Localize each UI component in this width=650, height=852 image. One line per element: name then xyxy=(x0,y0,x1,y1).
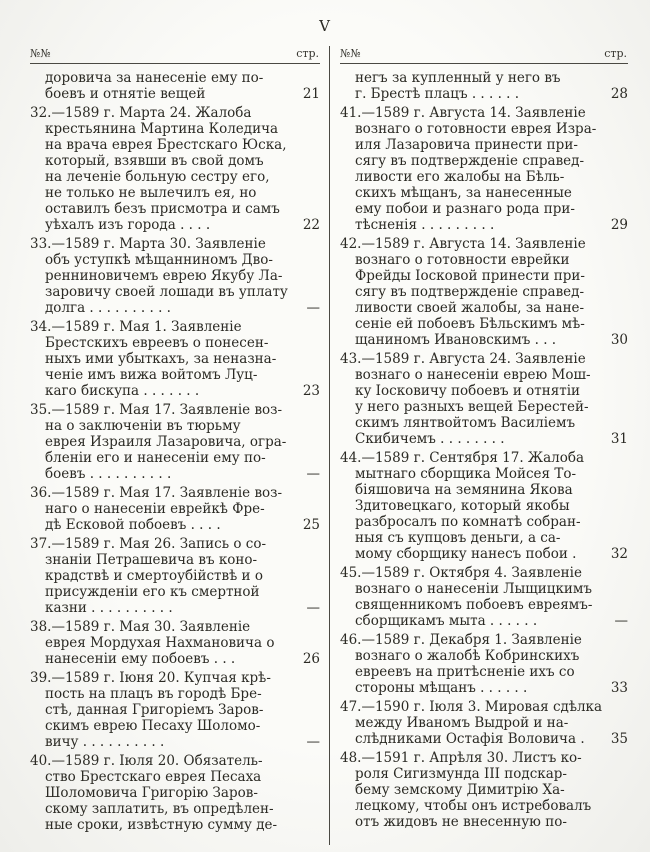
two-column-layout xyxy=(30,46,628,845)
entry-line: 43.—1589 г. Августа 24. Заявленіе xyxy=(340,351,586,367)
entry-line: между Иваномъ Выдрой и на- xyxy=(355,715,569,731)
entry-line: 48.—1591 г. Апрѣля 30. Листъ ко- xyxy=(340,750,582,766)
entry-page-number: — xyxy=(306,734,320,750)
toc-entry xyxy=(340,105,628,233)
entry-line: оставилъ безъ присмотра и самъ xyxy=(45,201,280,217)
entry-page-number: 33 xyxy=(610,680,628,696)
toc-entry xyxy=(30,753,320,833)
entry-line: ливости его жалобы на Бѣль- xyxy=(355,169,565,185)
entry-line: сеніе ей побоевъ Бѣльскимъ мѣ- xyxy=(355,316,585,332)
toc-entry xyxy=(30,105,320,233)
entry-page-number: 25 xyxy=(302,517,320,533)
entries-list-left xyxy=(30,70,320,833)
entry-line: вичу . . . . . . . . . . xyxy=(45,734,165,750)
entry-line: на о заключеніи въ тюрьму xyxy=(45,418,241,434)
entry-line: скимъ лянтвойтомъ Василіемъ xyxy=(355,415,576,431)
entry-line: 37.—1589 г. Мая 26. Запись о со- xyxy=(30,536,267,552)
entry-line: ченіе имъ вижа войтомъ Луц- xyxy=(45,367,258,383)
entry-line: ныхъ ими убыткахъ, за неназна- xyxy=(45,351,277,367)
toc-column-left xyxy=(30,46,329,845)
entry-line: Брестскихъ евреевъ о понесен- xyxy=(45,335,269,351)
entry-line: дѣ Есковой побоевъ . . . . xyxy=(45,517,221,533)
entry-line: боевъ и отнятіе вещей xyxy=(45,86,206,102)
entry-line: 34.—1589 г. Мая 1. Заявленіе xyxy=(30,319,242,335)
entry-line: боевъ . . . . . . . . . . xyxy=(45,466,172,482)
entry-line: бленіи его и нанесеніи ему по- xyxy=(45,450,266,466)
entry-line: стѣ, данная Григоріемъ Заров- xyxy=(45,702,264,718)
toc-column-right xyxy=(329,46,628,845)
entry-line: мытнаго сборщика Мойсея То- xyxy=(355,466,577,482)
entry-line: біяшовича на земянина Якова xyxy=(355,482,573,498)
toc-entry xyxy=(30,536,320,616)
entry-line: ство Брестскаго еврея Песаха xyxy=(45,769,262,785)
toc-entry xyxy=(340,450,628,562)
entry-line: скому заплатить, въ опредѣлен- xyxy=(45,801,274,817)
toc-entry xyxy=(30,670,320,750)
entry-line: бему земскому Димитрію Ха- xyxy=(355,782,565,798)
toc-entry xyxy=(30,485,320,533)
entry-line: евреевъ на притѣсненіе ихъ со xyxy=(355,664,575,680)
entry-line: г. Брестѣ плацъ . . . . . . xyxy=(355,86,520,102)
entry-line: 46.—1589 г. Декабря 1. Заявленіе xyxy=(340,632,582,648)
entry-line: не только не вылечилъ ея, но xyxy=(45,185,257,201)
entry-line: который, взявши въ свой домъ xyxy=(45,153,264,169)
entry-line: 38.—1589 г. Мая 30. Заявленіе xyxy=(30,619,251,635)
pages-heading: стр. xyxy=(296,47,319,60)
entry-page-number: — xyxy=(306,600,320,616)
entry-line: 36.—1589 г. Мая 17. Заявленіе воз- xyxy=(30,485,283,501)
entry-line: еврея Израиля Лазаровича, огра- xyxy=(45,434,287,450)
page-number-roman: V xyxy=(319,17,331,35)
toc-entry-continuation xyxy=(30,70,320,102)
entry-line: щаниномъ Ивановскимъ . . . xyxy=(355,332,557,348)
entry-line: Фрейды Іосковой принести при- xyxy=(355,268,585,284)
entry-page-number: 31 xyxy=(610,431,628,447)
entry-line: вознаго о жалобѣ Кобринскихъ xyxy=(355,648,580,664)
entry-line: 47.—1590 г. Іюля 3. Мировая сдѣлка xyxy=(340,699,603,715)
entry-line: слѣдниками Остафія Воловича . xyxy=(355,731,585,747)
entry-line: 33.—1589 г. Марта 30. Заявленіе xyxy=(30,236,266,252)
entry-line: долга . . . . . . . . . . xyxy=(45,300,171,316)
entry-page-number: 26 xyxy=(302,651,320,667)
entry-line: присужденіи его къ смертной xyxy=(45,584,260,600)
entry-line: 41.—1589 г. Августа 14. Заявленіе xyxy=(340,105,586,121)
entry-line: вознаго о готовности еврейки xyxy=(355,252,570,268)
entry-line: 40.—1589 г. Іюля 20. Обязатель- xyxy=(30,753,263,769)
entry-line: у него разныхъ вещей Берестей- xyxy=(355,399,589,415)
entry-line: Скибичемъ . . . . . . . . xyxy=(355,431,505,447)
entry-line: Шоломовича Григорію Заров- xyxy=(45,785,258,801)
entry-line: лецкому, чтобы онъ истребовалъ xyxy=(355,798,592,814)
entry-line: крадствѣ и смертоубійствѣ и о xyxy=(45,568,263,584)
entry-line: 42.—1589 г. Августа 14. Заявленіе xyxy=(340,236,586,252)
entry-line: пость на плацъ въ городѣ Бре- xyxy=(45,686,262,702)
entry-page-number: 22 xyxy=(302,217,320,233)
toc-entry xyxy=(30,619,320,667)
entry-line: знаніи Петрашевича въ коно- xyxy=(45,552,258,568)
entry-line: мому сборщику нанесъ побои . xyxy=(355,546,577,562)
entry-line: 44.—1589 г. Сентября 17. Жалоба xyxy=(340,450,585,466)
entry-page-number: 32 xyxy=(610,546,628,562)
entry-page-number: 21 xyxy=(302,86,320,102)
entry-page-number: — xyxy=(306,300,320,316)
entry-line: негъ за купленный у него въ xyxy=(355,70,561,86)
entry-line: тѣсненія . . . . . . . . . xyxy=(355,217,495,233)
entry-line: 35.—1589 г. Мая 17. Заявленіе воз- xyxy=(30,402,283,418)
entry-line: вознаго о готовности еврея Изра- xyxy=(355,121,597,137)
entry-line: казни . . . . . . . . . . xyxy=(45,600,173,616)
entry-line: роля Сигизмунда III подскар- xyxy=(355,766,567,782)
entry-line: отъ жидовъ не внесенную по- xyxy=(355,814,567,830)
toc-entry xyxy=(340,236,628,348)
entry-line: объ уступкѣ мѣщанниномъ Дво- xyxy=(45,252,273,268)
entry-line: еврея Мордухая Нахмановича о xyxy=(45,635,275,651)
entry-line: иля Лазаровича принести при- xyxy=(355,137,578,153)
toc-entry xyxy=(340,632,628,696)
entry-line: стороны мѣщанъ . . . . . . xyxy=(355,680,528,696)
entry-line: ные сроки, извѣстную сумму де- xyxy=(45,817,278,833)
toc-entry xyxy=(30,236,320,316)
entry-line: 39.—1589 г. Іюня 20. Купчая крѣ- xyxy=(30,670,271,686)
entry-page-number: 35 xyxy=(610,731,628,747)
entry-line: вознаго о нанесеніи еврею Мош- xyxy=(355,367,591,383)
column-header-right xyxy=(340,46,628,64)
numbers-heading: №№ xyxy=(30,47,51,60)
toc-entry xyxy=(30,319,320,399)
entry-line: ку Іосковичу побоевъ и отнятіи xyxy=(355,383,581,399)
entry-line: нанесеніи ему побоевъ . . . xyxy=(45,651,236,667)
toc-entry xyxy=(340,750,628,830)
entry-line: ему побои и разнаго рода при- xyxy=(355,201,575,217)
entry-line: заровичу своей лошади въ уплату xyxy=(45,284,288,300)
entry-line: 32.—1589 г. Марта 24. Жалоба xyxy=(30,105,252,121)
entry-line: на леченіе больную сестру его, xyxy=(45,169,270,185)
entry-page-number: 29 xyxy=(610,217,628,233)
entry-page-number: 30 xyxy=(610,332,628,348)
toc-sheet xyxy=(30,46,628,845)
entry-line: ныя съ купцовъ деньги, а са- xyxy=(355,530,561,546)
entry-line: 45.—1589 г. Октября 4. Заявленіе xyxy=(340,565,582,581)
entry-line: вознаго о нанесеніи Лыщицкимъ xyxy=(355,581,593,597)
toc-entry-continuation xyxy=(340,70,628,102)
entry-line: уѣхалъ изъ города . . . . xyxy=(45,217,211,233)
entry-line: ливости своей жалобы, за нане- xyxy=(355,300,585,316)
column-header-left xyxy=(30,46,320,64)
toc-entry xyxy=(340,699,628,747)
entry-page-number: 28 xyxy=(610,86,628,102)
entry-line: сягу въ подтвержденіе справед- xyxy=(355,284,585,300)
entry-line: сборщикамъ мыта . . . . . . xyxy=(355,613,538,629)
entry-line: Здитовецкаго, который якобы xyxy=(355,498,570,514)
entry-line: наго о нанесеніи еврейкѣ Фре- xyxy=(45,501,265,517)
toc-entry xyxy=(340,565,628,629)
pages-heading: стр. xyxy=(604,47,627,60)
entries-list-right xyxy=(340,70,628,830)
entry-line: скимъ еврею Песаху Шоломо- xyxy=(45,718,261,734)
entry-page-number: 23 xyxy=(302,383,320,399)
entry-page-number: — xyxy=(614,613,628,629)
entry-line: разбросалъ по комнатѣ собран- xyxy=(355,514,581,530)
entry-line: доровича за нанесеніе ему по- xyxy=(45,70,264,86)
toc-entry xyxy=(30,402,320,482)
entry-line: скихъ мѣщанъ, за нанесенные xyxy=(355,185,572,201)
entry-line: каго бискупа . . . . . . . xyxy=(45,383,200,399)
entry-line: на врача еврея Брестскаго Юска, xyxy=(45,137,287,153)
numbers-heading: №№ xyxy=(340,47,361,60)
entry-page-number: — xyxy=(306,466,320,482)
entry-line: ренниновичемъ еврею Якубу Ла- xyxy=(45,268,283,284)
toc-entry xyxy=(340,351,628,447)
entry-line: крестьянина Мартина Коледича xyxy=(45,121,279,137)
entry-line: сягу въ подтвержденіе справед- xyxy=(355,153,585,169)
entry-line: священникомъ побоевъ евреямъ- xyxy=(355,597,593,613)
